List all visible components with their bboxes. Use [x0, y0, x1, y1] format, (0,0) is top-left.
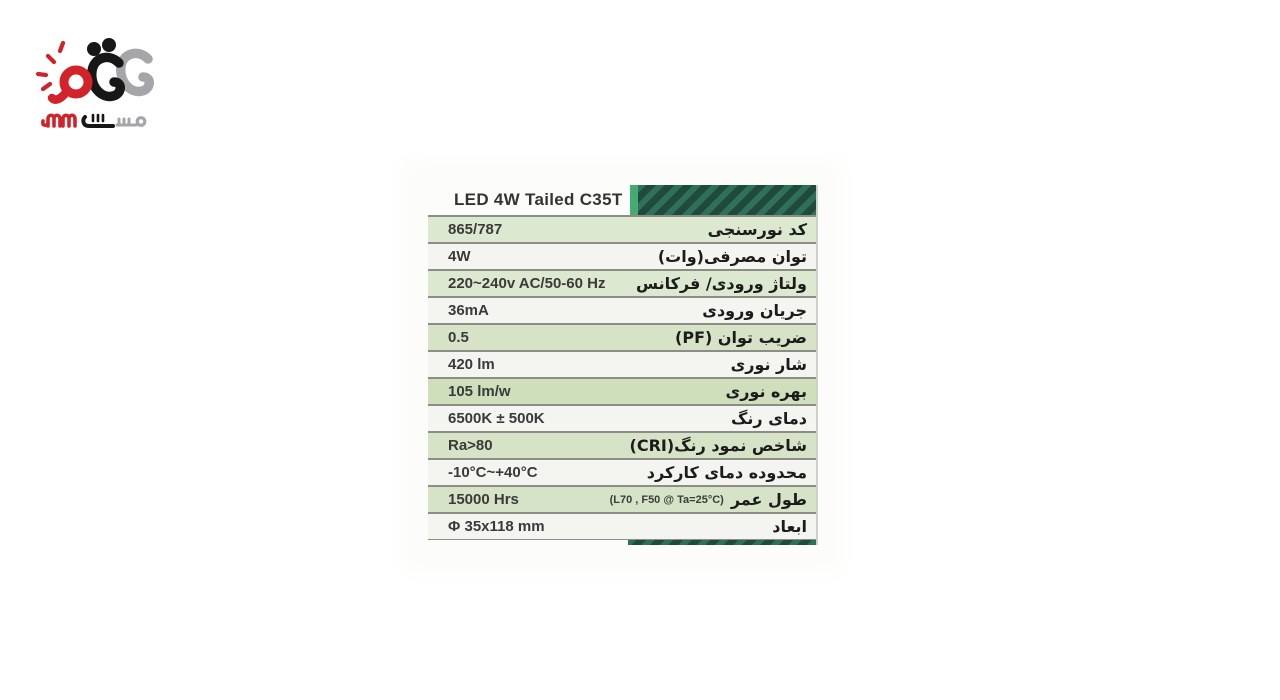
brand-logo	[36, 30, 156, 130]
spec-row-cri	[428, 433, 816, 458]
spec-table	[428, 185, 816, 545]
spec-row-efficacy	[428, 379, 816, 404]
spec-label: دمای رنگ	[731, 409, 807, 428]
spec-value: 220~240v AC/50-60 Hz	[448, 275, 606, 292]
spec-row-operating-temperature	[428, 460, 816, 485]
spec-label: ولتاژ ورودی/ فرکانس	[635, 274, 807, 293]
spec-label: شاخص نمود رنگ(CRI)	[629, 436, 807, 455]
spec-value: Ra>80	[448, 437, 493, 454]
spec-photo	[414, 172, 830, 560]
sunburst-icon	[38, 43, 63, 89]
spec-row-input-current	[428, 298, 816, 323]
spec-row-luminous-flux	[428, 352, 816, 377]
logo-letter-red	[52, 70, 88, 100]
logo-wordmark	[43, 115, 145, 126]
header-stripes-pattern	[638, 185, 816, 215]
product-title: LED 4W Tailed C35T	[428, 185, 630, 215]
spec-label: ضریب توان (PF)	[675, 328, 807, 347]
spec-label: محدوده دمای کارکرد	[646, 463, 807, 482]
spec-value: 6500K ± 500K	[448, 410, 545, 427]
spec-value: 865/787	[448, 221, 503, 238]
spec-label: بهره نوری	[725, 382, 807, 401]
lifetime-conditions-note: (L70 , F50 @ Ta=25°C)	[609, 493, 724, 506]
spec-label: توان مصرفی(وات)	[657, 247, 807, 266]
spec-value: Φ 35x118 mm	[448, 518, 545, 535]
spec-table-header	[428, 185, 816, 215]
spec-value: 105 lm/w	[448, 383, 511, 400]
spec-row-power-factor	[428, 325, 816, 350]
spec-label: کد نورسنجی	[707, 220, 807, 239]
logo-letter-gray	[121, 53, 150, 91]
spec-label: جریان ورودی	[702, 301, 807, 320]
header-accent-strip	[630, 185, 638, 215]
packaging-edge-strip	[628, 540, 816, 545]
spec-value: -10°C~+40°C	[448, 464, 538, 481]
spec-row-lifetime	[428, 487, 816, 512]
spec-value: 420 lm	[448, 356, 495, 373]
spec-value: 15000 Hrs	[448, 491, 519, 508]
spec-value: 0.5	[448, 329, 469, 346]
spec-row-photometric-code	[428, 217, 816, 242]
spec-label: شار نوری	[730, 355, 807, 374]
spec-row-color-temperature	[428, 406, 816, 431]
spec-row-power	[428, 244, 816, 269]
spec-value: 36mA	[448, 302, 489, 319]
spec-label: طول عمر (L70 , F50 @ Ta=25°C)	[609, 490, 807, 509]
spec-rows	[428, 217, 816, 539]
spec-label: ابعاد	[772, 517, 807, 536]
spec-row-voltage-frequency	[428, 271, 816, 296]
spec-row-dimensions	[428, 514, 816, 539]
logo-letter-black	[92, 57, 121, 96]
spec-value: 4W	[448, 248, 471, 265]
